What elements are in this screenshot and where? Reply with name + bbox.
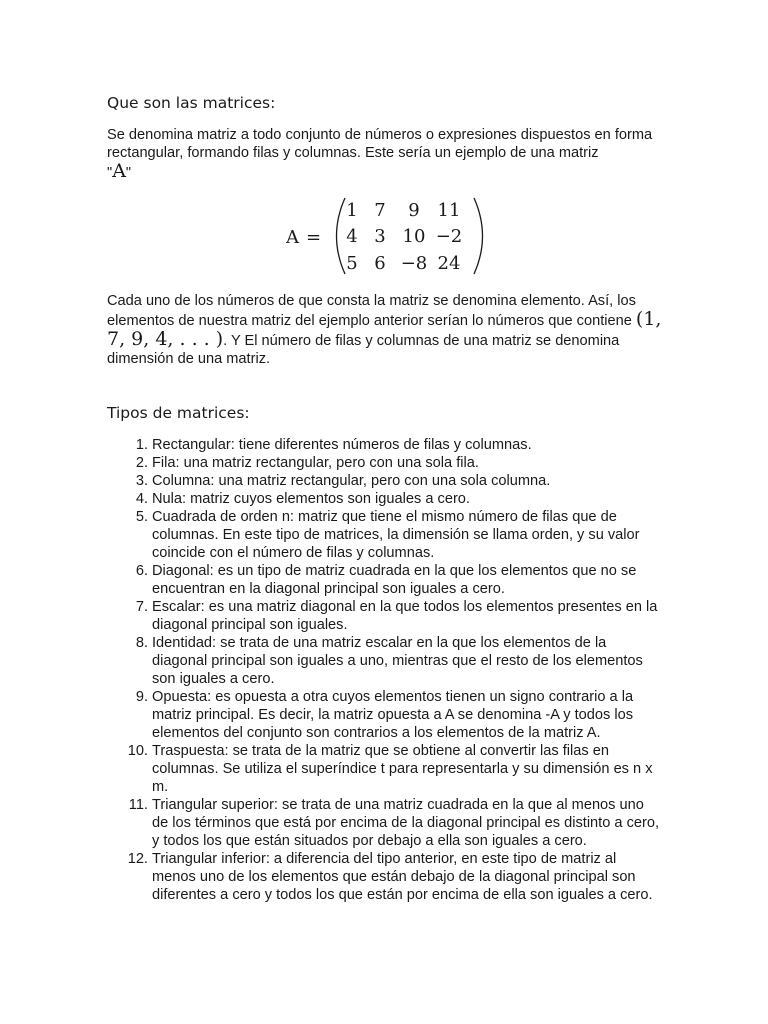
list-item — [107, 508, 663, 562]
list-item — [107, 598, 663, 634]
matrix-cell: −2 — [435, 226, 463, 247]
section-title-tipos: Tipos de matrices: — [107, 404, 250, 422]
elements-text-before: Cada uno de los números de que consta la matriz se denomina elemento. Así, los elementos de nuestra matriz del ejemplo anterior serían lo números que contiene — [107, 293, 636, 329]
intro-text: Se denomina matriz a todo conjunto de números o expresiones dispuestos en forma rectangular, formando filas y columnas. Este sería un ejemplo de una matriz — [107, 127, 653, 161]
elements-paragraph — [107, 292, 667, 368]
section-title-matrices: Que son las matrices: — [107, 94, 276, 112]
list-item — [107, 472, 663, 490]
list-item-text: Opuesta: es opuesta a otra cuyos elementos tienen un signo contrario a la matriz principal. Es decir, la matriz opuesta a A se denomina -A y todos los elementos del conjunto son contrarios a los elementos de la matriz A. — [152, 689, 634, 741]
list-item-number: 9. — [135, 689, 148, 705]
intro-paragraph — [107, 126, 667, 182]
matrix-cell: 6 — [374, 253, 386, 274]
matrix-symbol-a: A — [112, 160, 126, 182]
left-paren — [337, 198, 346, 274]
list-item-text: Triangular superior: se trata de una matriz cuadrada en la que al menos uno de los términos que está por encima de la diagonal principal es distinto a cero, y todos los que están situados por debajo a ella son iguales a cero. — [152, 797, 660, 849]
list-item-number: 4. — [135, 491, 148, 507]
list-item — [107, 562, 663, 598]
matrix-cell: 5 — [346, 253, 358, 274]
list-item-text: Diagonal: es un tipo de matriz cuadrada en la que los elementos que no se encuentran en la diagonal principal son iguales a cero. — [152, 563, 637, 597]
list-item-number: 2. — [135, 455, 148, 471]
list-item-text: Traspuesta: se trata de la matriz que se obtiene al convertir las filas en columnas. Se utiliza el superíndice t para representarla y su dimensión es n x m. — [152, 743, 653, 795]
matrix-cell: 3 — [374, 226, 386, 247]
elements-text-after: . Y El número de filas y columnas de una matriz se denomina dimensión de una matriz. — [107, 333, 620, 367]
matrix-cell: 9 — [408, 200, 420, 221]
matrix-cell: 4 — [346, 226, 358, 247]
intro-quote-close: " — [125, 165, 132, 181]
list-item — [107, 796, 663, 850]
list-item-text: Fila: una matriz rectangular, pero con una sola fila. — [152, 455, 479, 471]
right-paren — [474, 198, 483, 274]
matrix-cells — [346, 200, 462, 274]
matrix-cell: 10 — [402, 226, 426, 247]
list-item-number: 3. — [135, 473, 148, 489]
matrix-cell: 24 — [437, 253, 461, 274]
matrix-equals: = — [306, 227, 322, 248]
types-list — [107, 436, 663, 904]
list-item-number: 11. — [128, 797, 148, 813]
list-item-number: 12. — [127, 851, 148, 867]
list-item-text: Columna: una matriz rectangular, pero con una sola columna. — [152, 473, 551, 489]
list-item-text: Cuadrada de orden n: matriz que tiene el mismo número de filas que de columnas. En este tipo de matrices, la dimensión se llama orden, y su valor coincide con el número de filas y columnas. — [152, 509, 640, 561]
list-item-text: Escalar: es una matriz diagonal en la que todos los elementos presentes en la diagonal principal son iguales. — [152, 599, 658, 633]
list-item — [107, 850, 663, 904]
matrix-name: A — [286, 227, 299, 248]
matrix-equation — [286, 194, 506, 278]
list-item-text: Triangular inferior: a diferencia del tipo anterior, en este tipo de matriz al menos uno de los elementos que están debajo de la diagonal principal son diferentes a cero y todos los que están por encima de ella son iguales a cero. — [152, 851, 653, 903]
intro-quote-open: " — [107, 165, 113, 181]
list-item — [107, 634, 663, 688]
list-item — [107, 742, 663, 796]
matrix-cell: 7 — [374, 200, 386, 221]
elements-inline-math: (1, 7, 9, 4, . . . ) — [107, 308, 662, 350]
matrix-cell: −8 — [400, 253, 428, 274]
matrix-cell: 11 — [437, 200, 461, 221]
list-item-number: 6. — [135, 563, 148, 579]
list-item-text: Rectangular: tiene diferentes números de filas y columnas. — [152, 437, 532, 453]
list-item-number: 5. — [135, 509, 148, 525]
list-item — [107, 454, 663, 472]
list-item-text: Identidad: se trata de una matriz escalar en la que los elementos de la diagonal principal son iguales a uno, mientras que el resto de los elementos son iguales a cero. — [152, 635, 643, 687]
list-item — [107, 490, 663, 508]
list-item-number: 8. — [135, 635, 148, 651]
list-item-text: Nula: matriz cuyos elementos son iguales a cero. — [152, 491, 470, 507]
list-item-number: 10. — [127, 743, 148, 759]
list-item-number: 1. — [135, 437, 148, 453]
list-item — [107, 436, 663, 454]
matrix-cell: 1 — [346, 200, 358, 221]
list-item — [107, 688, 663, 742]
list-item-number: 7. — [135, 599, 148, 615]
